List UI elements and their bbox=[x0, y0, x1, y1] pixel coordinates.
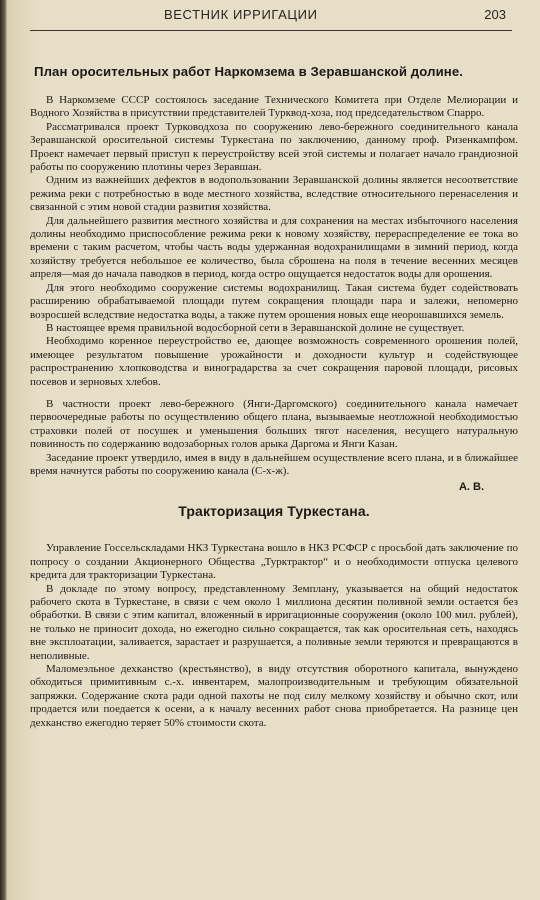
paragraph: Для этого необходимо сооружение системы водохранилищ. Такая система будет содействовать расширению обрабатываемой площади путем сокращения площади пара и залежи, непомерно возросшей вследствие недостатка воды, а также путем орошения новых еще неорошавшихся земель. bbox=[30, 281, 518, 321]
paragraph: Одним из важнейших дефектов в водопользовании Зеравшанской долины является несоответствие режима реки с потребностью в воде местного хозяйства, вследствие относительного перенаселения и связанной с этим новой стадии развития хозяйства. bbox=[30, 174, 518, 214]
running-header bbox=[30, 0, 512, 31]
paragraph: Заседание проект утвердило, имея в виду в дальнейшем осуществление всего плана, и в ближайшее время начнутся работы по сооружению канала (С-х-ж). bbox=[30, 451, 518, 477]
paragraph: Рассматривался проект Турководхоза по сооружению лево-бережного соединительного канала Зеравшанской оросительной системы Туркестана по заключению, данному проф. Ризенкампфом. Проект намечает первый приступ к переустройству всей этой системы и полагает начало грандиозной работы по сооружению плотины через Зеравшан. bbox=[30, 120, 518, 174]
article1-title: План оросительных работ Наркомзема в Зеравшанской долине. bbox=[34, 64, 464, 79]
paragraph: В Наркомземе СССР состоялось заседание Технического Комитета при Отделе Мелиорации и Водного Хозяйства в присутствии представителей Турквод-хоза, под председательством Спарро. bbox=[30, 94, 518, 120]
paragraph: В настоящее время правильной водосборной сети в Зеравшанской долине не существует. bbox=[46, 321, 465, 334]
paragraph: Необходимо коренное переустройство ее, дающее возможность современного орошения полей, имеющее результатом повышение урожайности и доходности культур и содействующее распространению хлопководства и виноградарства за счет сокращения паровой площади, рисовых посевов и зерновых хлебов. bbox=[30, 335, 518, 388]
article1-body bbox=[30, 94, 518, 478]
paragraph: Маломеэльное дехканство (крестьянство), в виду отсутствия оборотного капитала, вынуждено обходиться примитивным с.-х. инвентарем, малопроизводительным и требующим обязательной запряжки. Содержание скота ради одной пахоты не под силу мелкому хозяйству и обычно скот, или продается или поедается к осени, а к началу весенних работ снова приобретается. На разнице цен дехканство ежегодно теряет 50% стоимости скота. bbox=[30, 663, 518, 729]
paragraph: В частности проект лево-бережного (Янги-Даргомского) соединительного канала намечает первоочередные работы по осуществлению общего плана, вызываемые неотложной необходимостью страховки полей от посушек и уменьшения больших тягот населения, несущего натуральную повинность по содержанию водозаборных голов арыка Даргома и Янги Казан. bbox=[30, 397, 518, 451]
article1-signature: А. В. bbox=[458, 481, 484, 494]
paragraph: В докладе по этому вопросу, представленному Земплану, указывается на общий недостаток рабочего скота в Туркестане, в связи с чем около 1 миллиона десятин поливной земли остается без обработки. В связи с этим капитал, вложенный в ирригационные сооружения (около 100 мил. рублей), не только не приносит дохода, но ежегодно сильно сокращается, так как оросительная сеть, находясь вне эксплоатации, заливается, зарастает и разрушается, а поливные земли теряются и превращаются в неполивные. bbox=[30, 582, 518, 662]
running-title: ВЕСТНИК ИРРИГАЦИИ bbox=[164, 7, 318, 22]
article2-body bbox=[30, 542, 518, 730]
paragraph: Управление Госсельскладами НКЗ Туркестана вошло в НКЗ РСФСР с просьбой дать заключение по попросу о создании Акционерного Общества „Турктрактор“ и о необходимости отпуска целевого кредита для тракторизации Туркестана. bbox=[30, 542, 518, 582]
article2-title: Тракторизация Туркестана. bbox=[178, 503, 370, 520]
binding-edge bbox=[0, 0, 7, 900]
page-number: 203 bbox=[484, 7, 506, 22]
paragraph: Для дальнейшего развития местного хозяйства и для сохранения на местах избыточного населения долины необходимо приспособление режима реки к новому хозяйству, перераспределение ее тока во времени с таким расчетом, чтобы часть воды удержанная водохранилищами в зимний период, когда хозяйству требуется небольшое ее количество, была сброшена на поля в течение весенних месяцев апреля—мая до начала паводков в период, когда остро ощущается недостаток воды для орошения. bbox=[30, 214, 518, 281]
